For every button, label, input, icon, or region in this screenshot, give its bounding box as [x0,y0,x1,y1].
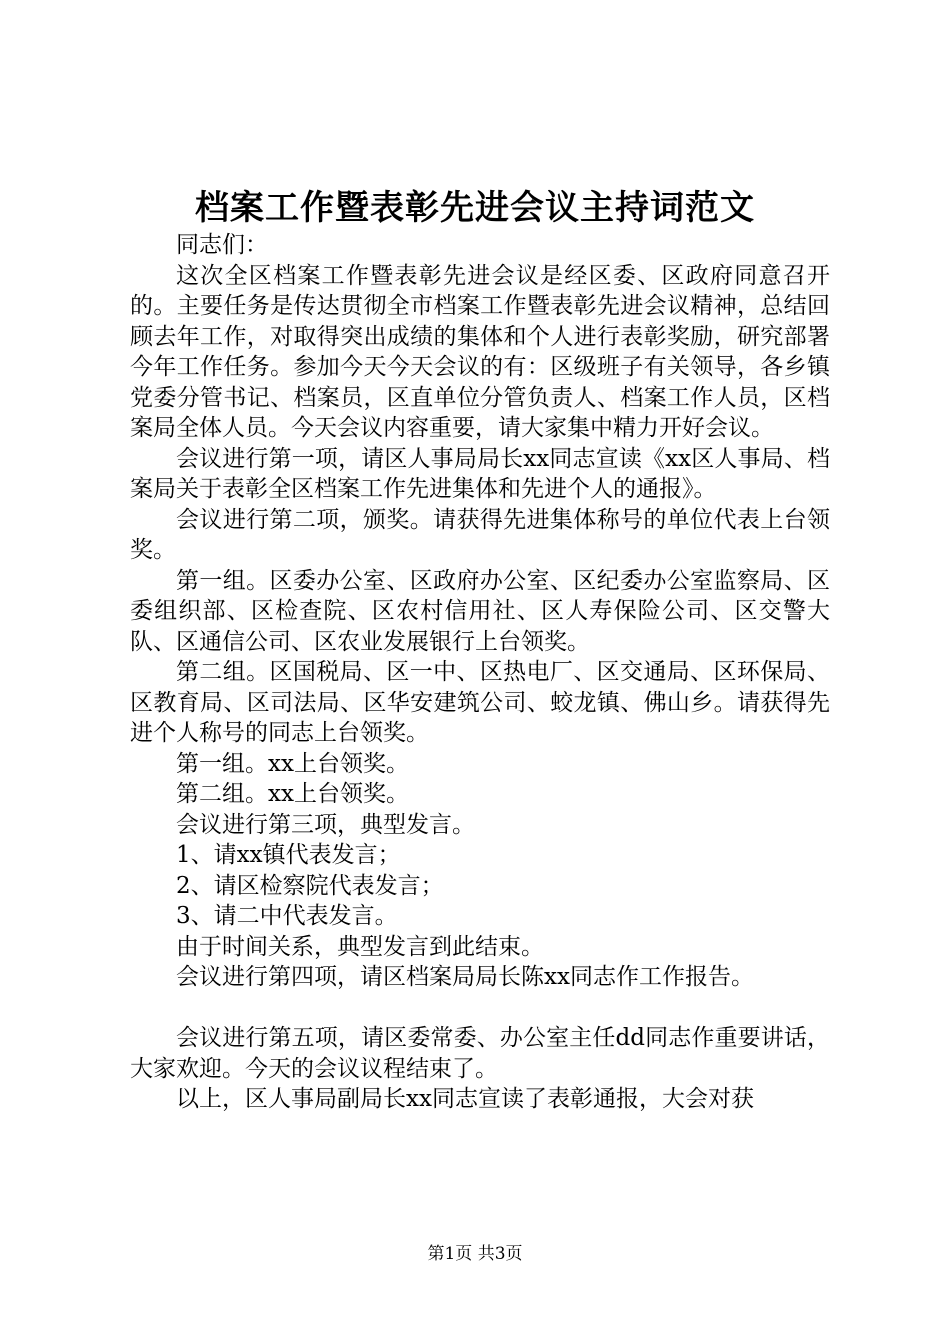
paragraph-individual-group-1: 第一组。xx上台领奖。 [176,750,409,777]
paragraph-speech-1: 1、请xx镇代表发言； [176,842,401,868]
paragraph-group-1: 第一组。区委办公室、区政府办公室、区纪委办公室监察局、区委组织部、区检查院、区农村信用社、区人寿保险公司、区交警大队、区通信公司、区农业发展银行上台领奖。 [130,567,830,655]
salutation: 同志们： [176,232,268,258]
paragraph-item-5: 会议进行第五项，请区委常委、办公室主任dd同志作重要讲话，大家欢迎。今天的会议议程结束了。 [130,1025,830,1082]
paragraph-item-3: 会议进行第三项，典型发言。 [176,811,475,838]
paragraph-item-1: 会议进行第一项，请区人事局局长xx同志宣读《xx区人事局、档案局关于表彰全区档案工作先进集体和先进个人的通报》。 [130,445,830,502]
paragraph-intro: 这次全区档案工作暨表彰先进会议是经区委、区政府同意召开的。主要任务是传达贯彻全市档案工作暨表彰先进会议精神，总结回顾去年工作，对取得突出成绩的集体和个人进行表彰奖励，研究部署今年工作任务。参加今天今天会议的有：区级班子有关领导，各乡镇党委分管书记、档案员，区直单位分管负责人、档案工作人员，区档案局全体人员。今天会议内容重要，请大家集中精力开好会议。 [130,262,830,441]
blank-line [130,993,830,1024]
page-number: 第1页 共3页 [427,1244,523,1264]
paragraph-item-4: 会议进行第四项，请区档案局局长陈xx同志作工作报告。 [176,964,754,990]
paragraph-speech-end: 由于时间关系，典型发言到此结束。 [176,933,544,960]
paragraph-speech-3: 3、请二中代表发言。 [176,903,398,929]
paragraph-closing: 以上，区人事局副局长xx同志宣读了表彰通报，大会对获 [176,1086,754,1112]
document-title: 档案工作暨表彰先进会议主持词范文 [195,188,755,228]
document-body [130,230,830,1115]
paragraph-individual-group-2: 第二组。xx上台领奖。 [176,781,409,807]
paragraph-group-2: 第二组。区国税局、区一中、区热电厂、区交通局、区环保局、区教育局、区司法局、区华安建筑公司、蛟龙镇、佛山乡。请获得先进个人称号的同志上台领奖。 [130,659,830,746]
paragraph-speech-2: 2、请区检察院代表发言； [176,872,444,899]
paragraph-item-2: 会议进行第二项，颁奖。请获得先进集体称号的单位代表上台领奖。 [130,506,830,563]
